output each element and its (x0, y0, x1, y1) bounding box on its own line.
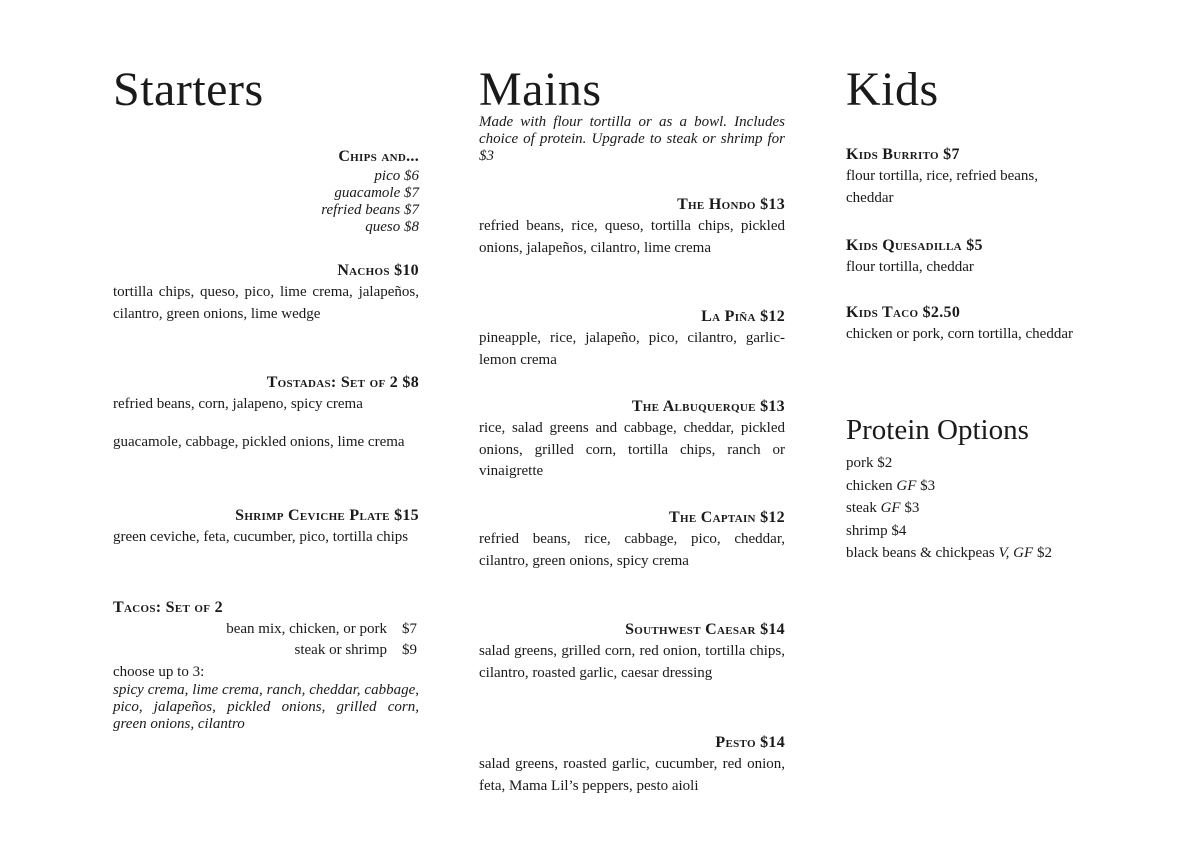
protein-name: chicken (846, 477, 893, 494)
kids-item-quesadilla (846, 235, 1156, 279)
protein-price: $4 (891, 522, 907, 539)
protein-item (846, 452, 1156, 475)
ceviche-item (113, 505, 419, 549)
kids-item-desc: flour tortilla, cheddar (846, 259, 974, 275)
kids-item-name: Kids Taco $2.50 (846, 304, 961, 321)
nachos-item (113, 260, 419, 325)
main-item-desc: refried beans, rice, cabbage, pico, cheddar, cilantro, green onions, spicy crema (479, 531, 785, 569)
protein-name: pork (846, 455, 874, 471)
protein-title: Protein Options (846, 414, 1029, 446)
protein-price: $3 (904, 500, 920, 516)
main-item-southwest-caesar (479, 619, 785, 684)
tostadas-name: Tostadas: Set of 2 $8 (266, 374, 419, 391)
chips-option-queso: queso $8 (365, 219, 419, 235)
tostadas-desc-2: guacamole, cabbage, pickled onions, lime crema (113, 433, 405, 450)
main-item-desc: rice, salad greens and cabbage, cheddar, pickled onions, grilled corn, tortilla chips, ranch or vinaigrette (479, 420, 785, 479)
ceviche-desc: green ceviche, feta, cucumber, pico, tortilla chips (113, 529, 409, 545)
main-item-la-pina (479, 306, 785, 371)
protein-item (846, 520, 1156, 543)
kids-item-desc: flour tortilla, rice, refried beans, cheddar (846, 168, 1038, 206)
kids-item-burrito (846, 144, 1156, 209)
tacos-item (113, 597, 419, 733)
tostadas-item (113, 372, 419, 453)
kids-item-name: Kids Quesadilla $5 (846, 237, 983, 254)
protein-name: shrimp (846, 522, 888, 539)
protein-item (846, 497, 1156, 520)
mains-title: Mains (479, 63, 602, 116)
nachos-desc: tortilla chips, queso, pico, lime crema, jalapeños, cilantro, green onions, lime wedge (113, 284, 419, 322)
tacos-choose-label: choose up to 3: (113, 664, 205, 680)
mains-intro: Made with flour tortilla or as a bowl. Includes choice of protein. Upgrade to steak or shrimp for $3 (479, 114, 785, 164)
kids-title: Kids (846, 63, 939, 116)
ceviche-name: Shrimp Ceviche Plate $15 (235, 507, 419, 524)
taco-option-row (113, 619, 419, 640)
main-item-desc: salad greens, roasted garlic, cucumber, red onion, feta, Mama Lil’s peppers, pesto aioli (479, 756, 785, 794)
main-item-name: The Albuquerque $13 (631, 398, 785, 415)
protein-tag: GF (880, 500, 901, 516)
protein-name: black beans & chickpeas (846, 545, 995, 561)
taco-option-label: bean mix, chicken, or pork (226, 621, 387, 637)
taco-option-price: $7 (402, 621, 417, 637)
protein-tag: V, GF (998, 545, 1034, 561)
protein-price: $2 (877, 455, 893, 471)
chips-options (113, 168, 419, 236)
chips-name: Chips and... (338, 148, 419, 165)
main-item-name: The Hondo $13 (677, 196, 785, 213)
protein-item (846, 475, 1156, 498)
taco-option-label: steak or shrimp (294, 642, 387, 658)
main-item-name: The Captain $12 (669, 509, 785, 526)
protein-item (846, 542, 1156, 565)
main-item-name: La Piña $12 (701, 308, 785, 325)
protein-name: steak (846, 500, 877, 516)
tacos-toppings: spicy crema, lime crema, ranch, cheddar, cabbage, pico, jalapeños, pickled onions, grilled corn, green onions, cilantro (113, 682, 419, 732)
nachos-name: Nachos $10 (337, 262, 419, 279)
protein-list (846, 452, 1156, 565)
main-item-desc: salad greens, grilled corn, red onion, tortilla chips, cilantro, roasted garlic, caesar dressing (479, 643, 785, 681)
main-item-pesto (479, 732, 785, 797)
protein-price: $3 (920, 477, 936, 494)
main-item-desc: pineapple, rice, jalapeño, pico, cilantro, garlic-lemon crema (479, 330, 785, 368)
taco-option-price: $9 (402, 642, 417, 658)
tacos-name: Tacos: Set of 2 (113, 599, 223, 616)
main-item-name: Southwest Caesar $14 (625, 621, 785, 638)
chips-option-guacamole: guacamole $7 (334, 185, 419, 201)
main-item-name: Pesto $14 (715, 734, 785, 751)
chips-option-pico: pico $6 (374, 168, 419, 184)
kids-item-taco (846, 302, 1156, 346)
taco-option-row (113, 640, 419, 661)
protein-tag: GF (896, 477, 917, 494)
main-item-albuquerque (479, 396, 785, 483)
tostadas-desc-1: refried beans, corn, jalapeno, spicy crema (113, 396, 363, 412)
main-item-captain (479, 507, 785, 572)
protein-price: $2 (1036, 545, 1052, 561)
main-item-desc: refried beans, rice, queso, tortilla chips, pickled onions, jalapeños, cilantro, lime crema (479, 218, 785, 256)
starters-title: Starters (113, 63, 264, 116)
chips-item (113, 146, 419, 236)
kids-item-desc: chicken or pork, corn tortilla, cheddar (846, 326, 1073, 342)
kids-item-name: Kids Burrito $7 (846, 146, 960, 163)
chips-option-refried-beans: refried beans $7 (321, 202, 419, 218)
main-item-hondo (479, 194, 785, 259)
